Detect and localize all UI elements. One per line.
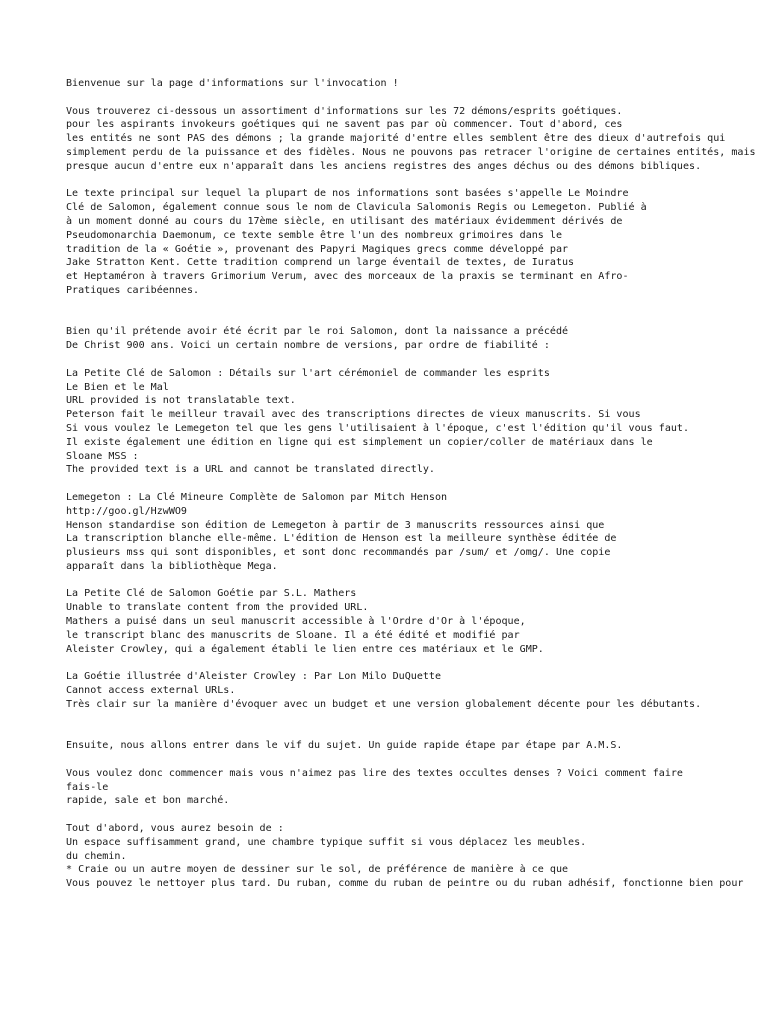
paragraph-spacer [66,712,768,726]
paragraph-spacer [66,574,768,588]
text-line: Un espace suffisamment grand, une chambre typique suffit si vous déplacez les meubles. [66,836,587,848]
paragraph [66,767,768,808]
text-line: Le texte principal sur lequel la plupart de nos informations sont basées s'appelle Le Moindre [66,188,629,200]
text-line: Très clair sur la manière d'évoquer avec un budget et une version globalement décente pour les débutants. [66,698,702,710]
paragraph [66,670,768,711]
text-line: Sloane MSS : [66,450,139,462]
text-line: La transcription blanche elle-même. L'édition de Henson est la meilleure synthèse éditée de [66,533,617,545]
text-line: Bien qu'il prétende avoir été écrit par le roi Salomon, dont la naissance a précédé [66,326,569,338]
paragraph [66,77,768,91]
paragraph-spacer [66,725,768,739]
paragraph-spacer [66,808,768,822]
text-line: presque aucun d'entre eux n'apparaît dans les anciens registres des anges déchus ou des démons bibliques. [66,160,702,172]
text-line: Pratiques caribéennes. [66,284,200,296]
text-line: La Petite Clé de Salomon : Détails sur l'art cérémoniel de commander les esprits [66,367,550,379]
text-line: Mathers a puisé dans un seul manuscrit accessible à l'Ordre d'Or à l'époque, [66,616,526,628]
document-body [66,77,768,891]
text-line: La Goétie illustrée d'Aleister Crowley : Par Lon Milo DuQuette [66,671,442,683]
text-line: De Christ 900 ans. Voici un certain nombre de versions, par ordre de fiabilité : [66,340,550,352]
text-line: Il existe également une édition en ligne qui est simplement un copier/coller de matériaux dans le [66,436,653,448]
text-line: Si vous voulez le Lemegeton tel que les gens l'utilisaient à l'époque, c'est l'édition qu'il vous faut. [66,422,690,434]
paragraph-spacer [66,753,768,767]
text-line: Cannot access external URLs. [66,685,236,697]
paragraph [66,822,768,891]
text-line: plusieurs mss qui sont disponibles, et sont donc recommandés par /sum/ et /omg/. Une copie [66,547,611,559]
paragraph-spacer [66,656,768,670]
paragraph-spacer [66,91,768,105]
text-line: du chemin. [66,850,127,862]
text-line: fais-le [66,781,109,793]
text-line: Tout d'abord, vous aurez besoin de : [66,823,284,835]
text-line: * Craie ou un autre moyen de dessiner sur le sol, de préférence de manière à ce que [66,864,569,876]
text-line: Le Bien et le Mal [66,381,169,393]
paragraph [66,325,768,353]
paragraph [66,587,768,656]
text-line: Peterson fait le meilleur travail avec des transcriptions directes de vieux manuscrits. Si vous [66,409,641,421]
paragraph-spacer [66,298,768,312]
paragraph-spacer [66,477,768,491]
text-line: http://goo.gl/HzwWO9 [66,505,187,517]
paragraph [66,739,768,753]
text-line: Bienvenue sur la page d'informations sur l'invocation ! [66,78,399,89]
paragraph [66,367,768,477]
text-line: Ensuite, nous allons entrer dans le vif du sujet. Un guide rapide étape par étape par A.M.S. [66,740,623,752]
text-line: Jake Stratton Kent. Cette tradition comprend un large éventail de textes, de Iuratus [66,257,575,269]
text-line: tradition de la « Goétie », provenant des Papyri Magiques grecs comme développé par [66,243,569,255]
paragraph [66,491,768,574]
text-line: simplement perdu de la puissance et des fidèles. Nous ne pouvons pas retracer l'origine de certaines entités, mais [66,146,756,158]
text-line: Henson standardise son édition de Lemegeton à partir de 3 manuscrits ressources ainsi que [66,519,605,531]
text-line: le transcript blanc des manuscrits de Sloane. Il a été édité et modifié par [66,629,520,641]
text-line: The provided text is a URL and cannot be translated directly. [66,464,435,476]
text-line: Vous trouverez ci-dessous un assortiment d'informations sur les 72 démons/esprits goétiques. [66,105,623,117]
paragraph-spacer [66,174,768,188]
text-line: Vous pouvez le nettoyer plus tard. Du ruban, comme du ruban de peintre ou du ruban adhésif, fonctionne bien pour [66,878,744,890]
text-line: La Petite Clé de Salomon Goétie par S.L. Mathers [66,588,357,600]
text-line: apparaît dans la bibliothèque Mega. [66,560,278,572]
text-line: à un moment donné au cours du 17ème siècle, en utilisant des matériaux évidemment dérivés de [66,215,623,227]
text-line: les entités ne sont PAS des démons ; la grande majorité d'entre elles semblent être des dieux d'autrefois qui [66,133,726,145]
text-line: Pseudomonarchia Daemonum, ce texte semble être l'un des nombreux grimoires dans le [66,229,562,241]
paragraph-spacer [66,312,768,326]
text-line: Vous voulez donc commencer mais vous n'aimez pas lire des textes occultes denses ? Voici comment faire [66,767,683,779]
paragraph-spacer [66,353,768,367]
text-line: pour les aspirants invokeurs goétiques qui ne savent pas par où commencer. Tout d'abord, ces [66,119,623,131]
paragraph [66,187,768,297]
text-line: URL provided is not translatable text. [66,395,296,407]
text-line: rapide, sale et bon marché. [66,795,230,807]
text-line: et Heptaméron à travers Grimorium Verum, avec des morceaux de la praxis se terminant en Afro- [66,271,629,283]
text-line: Lemegeton : La Clé Mineure Complète de Salomon par Mitch Henson [66,491,448,503]
paragraph [66,105,768,174]
text-line: Unable to translate content from the provided URL. [66,602,369,614]
text-line: Clé de Salomon, également connue sous le nom de Clavicula Salomonis Regis ou Lemegeton. Publié à [66,202,647,214]
text-line: Aleister Crowley, qui a également établi le lien entre ces matériaux et le GMP. [66,643,544,655]
